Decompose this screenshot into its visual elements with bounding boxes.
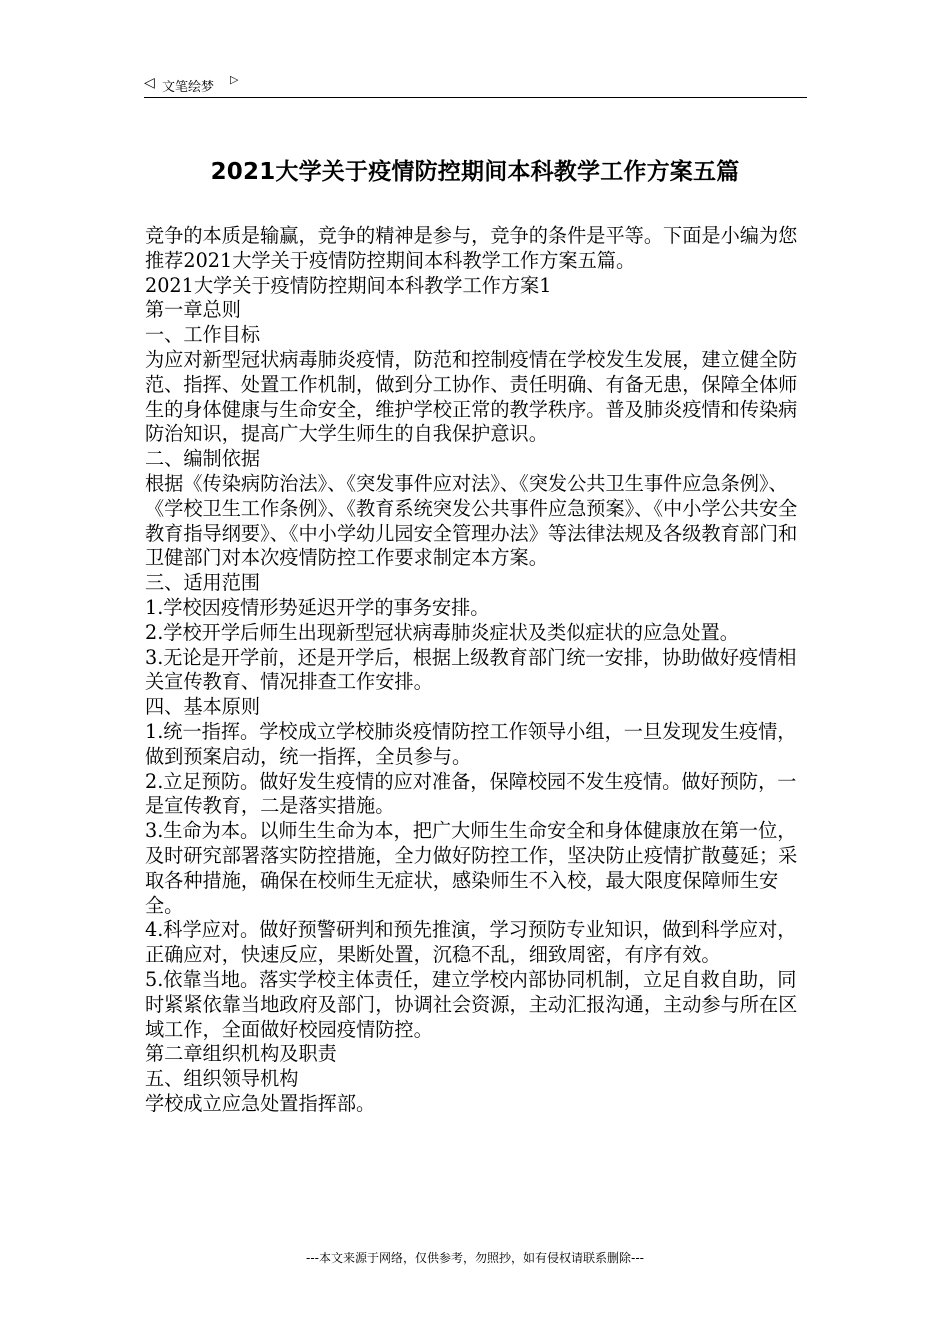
footer-notice: ---本文来源于网络，仅供参考，勿照抄，如有侵权请联系删除--- [306, 1251, 644, 1265]
chapter-heading: 第一章总则 [145, 298, 241, 322]
header-divider [144, 97, 807, 98]
list-item: 3.生命为本。以师生生命为本，把广大师生生命安全和身体健康放在第一位，及时研究部署落实防控措施，全力做好防控工作，坚决防止疫情扩散蔓延；采取各种措施，确保在校师生无症状，感染师生不入校，最大限度保障师生安全。 [145, 819, 798, 917]
section-heading: 四、基本原则 [145, 695, 261, 719]
section-heading: 五、组织领导机构 [145, 1067, 299, 1091]
section-heading: 二、编制依据 [145, 447, 261, 471]
section-heading: 一、工作目标 [145, 323, 261, 347]
left-triangle-icon: ◁ [144, 75, 155, 91]
paragraph: 学校成立应急处置指挥部。 [145, 1091, 376, 1115]
list-item: 2.学校开学后师生出现新型冠状病毒肺炎症状及类似症状的应急处置。 [145, 620, 739, 644]
section-heading: 2021大学关于疫情防控期间本科教学工作方案1 [145, 273, 552, 297]
list-item: 1.统一指挥。学校成立学校肺炎疫情防控工作领导小组，一旦发现发生疫情，做到预案启动，统一指挥，全员参与。 [145, 719, 797, 768]
paragraph: 为应对新型冠状病毒肺炎疫情，防范和控制疫情在学校发生发展，建立健全防范、指挥、处置工作机制，做到分工协作、责任明确、有备无患，保障全体师生的身体健康与生命安全，维护学校正常的教学秩序。普及肺炎疫情和传染病防治知识，提高广大学生师生的自我保护意识。 [145, 347, 798, 446]
list-item: 2.立足预防。做好发生疫情的应对准备，保障校园不发生疫情。做好预防，一是宣传教育，二是落实措施。 [145, 769, 797, 818]
list-item: 1.学校因疫情形势延迟开学的事务安排。 [145, 595, 490, 619]
document-body [145, 224, 810, 1117]
paragraph-intro: 竞争的本质是输赢，竞争的精神是参与，竞争的条件是平等。下面是小编为您推荐2021大学关于疫情防控期间本科教学工作方案五篇。 [145, 224, 798, 272]
section-heading: 三、适用范围 [145, 571, 261, 595]
paragraph: 根据《传染病防治法》、《突发事件应对法》、《突发公共卫生事件应急条例》、《学校卫生工作条例》、《教育系统突发公共事件应急预案》、《中小学公共安全教育指导纲要》、《中小学幼儿园安全管理办法》等法律法规及各级教育部门和卫健部门对本次疫情防控工作要求制定本方案。 [145, 471, 798, 570]
list-item: 4.科学应对。做好预警研判和预先推演，学习预防专业知识，做到科学应对，正确应对，快速反应，果断处置，沉稳不乱，细致周密，有序有效。 [145, 918, 797, 967]
list-item: 5.依靠当地。落实学校主体责任，建立学校内部协同机制，立足自救自助，同时紧紧依靠当地政府及部门，协调社会资源，主动汇报沟通，主动参与所在区域工作，全面做好校园疫情防控。 [145, 967, 798, 1041]
list-item: 3.无论是开学前，还是开学后，根据上级教育部门统一安排，协助做好疫情相关宣传教育、情况排查工作安排。 [145, 645, 797, 694]
right-triangle-icon: ▷ [230, 73, 239, 86]
document-title: 2021大学关于疫情防控期间本科教学工作方案五篇 [210, 159, 740, 185]
chapter-heading: 第二章组织机构及职责 [145, 1042, 337, 1066]
header-brand: 文笔绘梦 [162, 80, 215, 95]
page-header [144, 72, 807, 98]
